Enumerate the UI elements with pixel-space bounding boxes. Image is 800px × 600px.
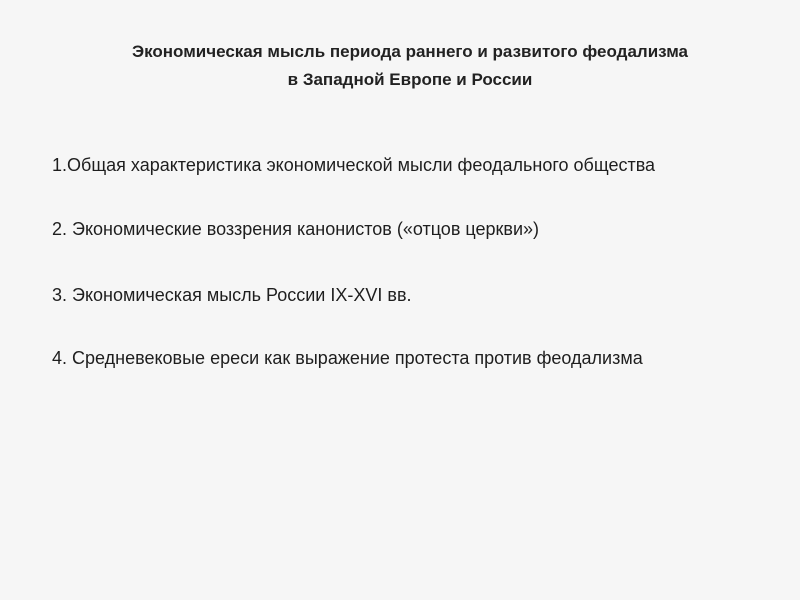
outline-item-3: 3. Экономическая мысль России IX-XVI вв. bbox=[52, 285, 412, 305]
outline-item-1: 1.Общая характеристика экономической мысли феодального общества bbox=[52, 155, 656, 175]
slide-title bbox=[60, 38, 760, 94]
outline-item-2: 2. Экономические воззрения канонистов («отцов церкви») bbox=[52, 219, 540, 239]
slide-title-line-2: в Западной Европе и России bbox=[287, 70, 533, 89]
slide-title-line-1: Экономическая мысль периода раннего и развитого феодализма bbox=[132, 42, 688, 61]
outline-item-4: 4. Средневековые ереси как выражение протеста против феодализма bbox=[52, 348, 643, 368]
